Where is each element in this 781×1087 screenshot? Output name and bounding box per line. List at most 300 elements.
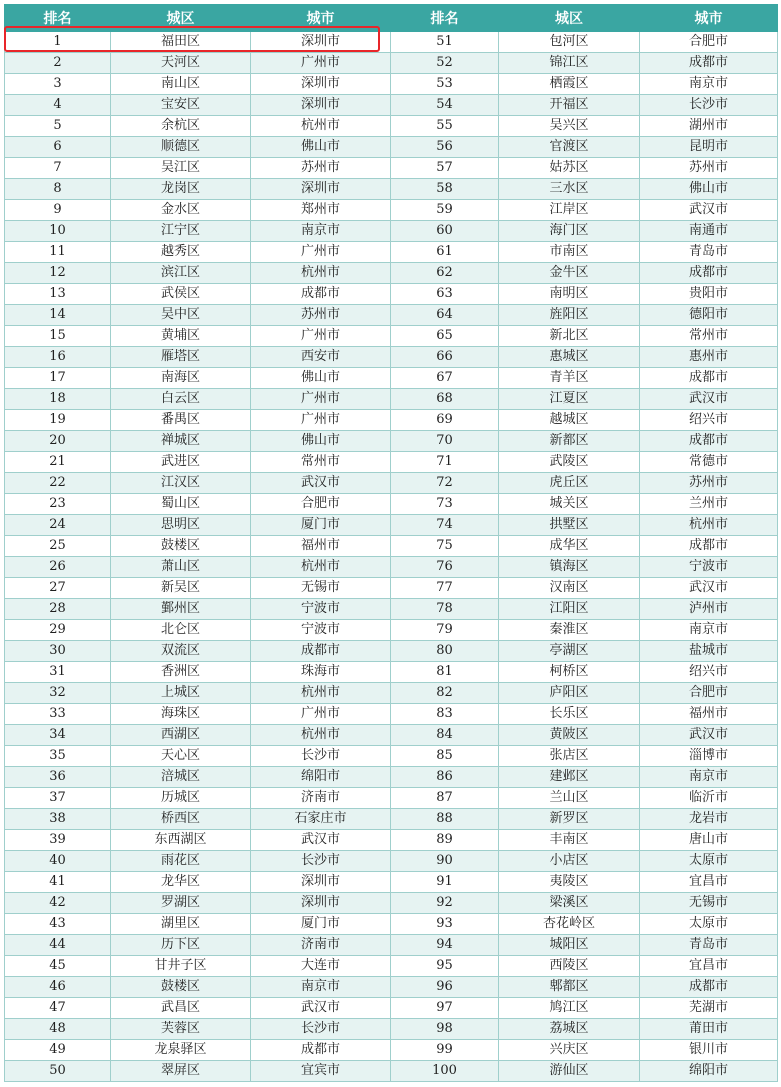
cell-rank-left: 1 [5, 32, 111, 53]
cell-rank-left: 14 [5, 305, 111, 326]
cell-district-right: 旌阳区 [499, 305, 640, 326]
cell-city-left: 武汉市 [251, 998, 391, 1019]
cell-district-right: 建邺区 [499, 767, 640, 788]
table-body [5, 32, 778, 1082]
cell-district-right: 鸠江区 [499, 998, 640, 1019]
cell-city-left: 成都市 [251, 1040, 391, 1061]
cell-city-right: 武汉市 [640, 389, 778, 410]
cell-rank-left: 16 [5, 347, 111, 368]
cell-city-left: 郑州市 [251, 200, 391, 221]
table-row [5, 851, 778, 872]
cell-city-left: 济南市 [251, 788, 391, 809]
table-row [5, 74, 778, 95]
cell-rank-left: 21 [5, 452, 111, 473]
cell-district-left: 鼓楼区 [111, 536, 251, 557]
table-row [5, 305, 778, 326]
cell-district-right: 开福区 [499, 95, 640, 116]
cell-district-left: 金水区 [111, 200, 251, 221]
cell-rank-right: 82 [391, 683, 499, 704]
cell-district-left: 天心区 [111, 746, 251, 767]
cell-rank-right: 85 [391, 746, 499, 767]
table-row [5, 662, 778, 683]
cell-rank-left: 36 [5, 767, 111, 788]
cell-district-right: 柯桥区 [499, 662, 640, 683]
cell-rank-right: 61 [391, 242, 499, 263]
table-row [5, 242, 778, 263]
cell-city-right: 银川市 [640, 1040, 778, 1061]
cell-rank-left: 34 [5, 725, 111, 746]
cell-rank-right: 51 [391, 32, 499, 53]
cell-rank-right: 94 [391, 935, 499, 956]
cell-city-left: 佛山市 [251, 368, 391, 389]
cell-district-left: 福田区 [111, 32, 251, 53]
cell-city-left: 福州市 [251, 536, 391, 557]
cell-district-left: 龙岗区 [111, 179, 251, 200]
cell-city-right: 佛山市 [640, 179, 778, 200]
cell-rank-right: 98 [391, 1019, 499, 1040]
cell-district-left: 禅城区 [111, 431, 251, 452]
table-row [5, 704, 778, 725]
cell-rank-right: 74 [391, 515, 499, 536]
cell-district-left: 余杭区 [111, 116, 251, 137]
cell-city-left: 广州市 [251, 326, 391, 347]
cell-city-left: 佛山市 [251, 431, 391, 452]
cell-city-right: 成都市 [640, 368, 778, 389]
cell-city-right: 湖州市 [640, 116, 778, 137]
cell-district-left: 东西湖区 [111, 830, 251, 851]
header-rank-right: 排名 [391, 5, 499, 32]
table-row [5, 935, 778, 956]
cell-rank-left: 26 [5, 557, 111, 578]
cell-city-left: 佛山市 [251, 137, 391, 158]
table-row [5, 515, 778, 536]
cell-rank-right: 100 [391, 1061, 499, 1082]
cell-city-left: 绵阳市 [251, 767, 391, 788]
cell-city-right: 兰州市 [640, 494, 778, 515]
cell-district-right: 三水区 [499, 179, 640, 200]
table-row [5, 389, 778, 410]
cell-city-right: 无锡市 [640, 893, 778, 914]
cell-district-left: 龙泉驿区 [111, 1040, 251, 1061]
cell-district-left: 雨花区 [111, 851, 251, 872]
table-row [5, 221, 778, 242]
cell-district-left: 江汉区 [111, 473, 251, 494]
cell-district-left: 滨江区 [111, 263, 251, 284]
cell-district-left: 鄞州区 [111, 599, 251, 620]
cell-district-left: 历下区 [111, 935, 251, 956]
table-row [5, 410, 778, 431]
cell-city-left: 宁波市 [251, 599, 391, 620]
cell-district-left: 翠屏区 [111, 1061, 251, 1082]
cell-city-left: 厦门市 [251, 515, 391, 536]
cell-rank-left: 15 [5, 326, 111, 347]
cell-district-left: 历城区 [111, 788, 251, 809]
cell-district-right: 武陵区 [499, 452, 640, 473]
cell-district-right: 江阳区 [499, 599, 640, 620]
cell-rank-right: 64 [391, 305, 499, 326]
cell-district-left: 涪城区 [111, 767, 251, 788]
table-row [5, 872, 778, 893]
cell-city-left: 南京市 [251, 221, 391, 242]
cell-rank-left: 45 [5, 956, 111, 977]
cell-city-right: 太原市 [640, 914, 778, 935]
cell-rank-right: 57 [391, 158, 499, 179]
cell-city-left: 杭州市 [251, 557, 391, 578]
cell-city-left: 广州市 [251, 389, 391, 410]
cell-district-right: 新北区 [499, 326, 640, 347]
cell-district-right: 城阳区 [499, 935, 640, 956]
cell-rank-right: 87 [391, 788, 499, 809]
header-city-right: 城市 [640, 5, 778, 32]
cell-rank-right: 60 [391, 221, 499, 242]
cell-city-left: 宁波市 [251, 620, 391, 641]
cell-district-left: 双流区 [111, 641, 251, 662]
cell-district-right: 吴兴区 [499, 116, 640, 137]
cell-district-right: 越城区 [499, 410, 640, 431]
cell-city-left: 无锡市 [251, 578, 391, 599]
cell-rank-right: 63 [391, 284, 499, 305]
cell-rank-right: 52 [391, 53, 499, 74]
cell-district-right: 夷陵区 [499, 872, 640, 893]
table-row [5, 473, 778, 494]
cell-city-left: 深圳市 [251, 95, 391, 116]
cell-city-left: 常州市 [251, 452, 391, 473]
cell-rank-left: 48 [5, 1019, 111, 1040]
cell-rank-right: 77 [391, 578, 499, 599]
cell-district-left: 南山区 [111, 74, 251, 95]
cell-district-right: 黄陂区 [499, 725, 640, 746]
cell-rank-left: 10 [5, 221, 111, 242]
cell-city-right: 宜昌市 [640, 956, 778, 977]
cell-district-right: 惠城区 [499, 347, 640, 368]
cell-rank-left: 9 [5, 200, 111, 221]
cell-district-left: 蜀山区 [111, 494, 251, 515]
cell-district-right: 南明区 [499, 284, 640, 305]
cell-city-left: 成都市 [251, 641, 391, 662]
header-row [5, 5, 778, 32]
cell-district-left: 上城区 [111, 683, 251, 704]
cell-district-left: 顺德区 [111, 137, 251, 158]
cell-rank-right: 65 [391, 326, 499, 347]
cell-city-right: 临沂市 [640, 788, 778, 809]
cell-city-right: 龙岩市 [640, 809, 778, 830]
cell-city-left: 杭州市 [251, 725, 391, 746]
cell-rank-right: 55 [391, 116, 499, 137]
cell-rank-left: 46 [5, 977, 111, 998]
cell-rank-left: 24 [5, 515, 111, 536]
cell-city-right: 绍兴市 [640, 410, 778, 431]
cell-district-right: 江岸区 [499, 200, 640, 221]
cell-district-right: 亭湖区 [499, 641, 640, 662]
cell-rank-right: 81 [391, 662, 499, 683]
cell-rank-right: 89 [391, 830, 499, 851]
ranking-table [4, 4, 778, 1082]
cell-city-left: 广州市 [251, 704, 391, 725]
table-row [5, 53, 778, 74]
table-row [5, 1061, 778, 1082]
table-row [5, 767, 778, 788]
cell-city-left: 长沙市 [251, 746, 391, 767]
cell-district-right: 丰南区 [499, 830, 640, 851]
cell-district-right: 兰山区 [499, 788, 640, 809]
cell-rank-right: 67 [391, 368, 499, 389]
cell-district-left: 天河区 [111, 53, 251, 74]
cell-city-right: 武汉市 [640, 578, 778, 599]
cell-rank-left: 28 [5, 599, 111, 620]
cell-city-left: 大连市 [251, 956, 391, 977]
cell-rank-right: 53 [391, 74, 499, 95]
cell-city-right: 成都市 [640, 977, 778, 998]
cell-city-left: 深圳市 [251, 893, 391, 914]
cell-district-right: 小店区 [499, 851, 640, 872]
cell-district-left: 思明区 [111, 515, 251, 536]
cell-rank-left: 27 [5, 578, 111, 599]
table-row [5, 347, 778, 368]
cell-city-left: 深圳市 [251, 74, 391, 95]
cell-city-left: 武汉市 [251, 830, 391, 851]
cell-rank-right: 79 [391, 620, 499, 641]
table-row [5, 977, 778, 998]
cell-city-right: 成都市 [640, 431, 778, 452]
cell-rank-right: 72 [391, 473, 499, 494]
cell-city-right: 苏州市 [640, 473, 778, 494]
cell-district-right: 张店区 [499, 746, 640, 767]
cell-rank-right: 90 [391, 851, 499, 872]
cell-district-left: 芙蓉区 [111, 1019, 251, 1040]
cell-district-left: 吴江区 [111, 158, 251, 179]
table-row [5, 725, 778, 746]
cell-district-left: 海珠区 [111, 704, 251, 725]
table-row [5, 284, 778, 305]
cell-rank-left: 12 [5, 263, 111, 284]
table-row [5, 32, 778, 53]
cell-district-left: 越秀区 [111, 242, 251, 263]
cell-rank-right: 58 [391, 179, 499, 200]
cell-rank-left: 3 [5, 74, 111, 95]
cell-city-left: 珠海市 [251, 662, 391, 683]
cell-city-right: 芜湖市 [640, 998, 778, 1019]
cell-city-right: 宁波市 [640, 557, 778, 578]
cell-rank-left: 13 [5, 284, 111, 305]
cell-city-right: 成都市 [640, 53, 778, 74]
table-row [5, 368, 778, 389]
cell-district-left: 武侯区 [111, 284, 251, 305]
cell-city-left: 杭州市 [251, 116, 391, 137]
cell-rank-left: 5 [5, 116, 111, 137]
table-row [5, 179, 778, 200]
cell-district-right: 海门区 [499, 221, 640, 242]
cell-city-right: 杭州市 [640, 515, 778, 536]
cell-rank-right: 66 [391, 347, 499, 368]
cell-district-left: 番禺区 [111, 410, 251, 431]
cell-city-right: 贵阳市 [640, 284, 778, 305]
cell-district-right: 江夏区 [499, 389, 640, 410]
cell-rank-right: 54 [391, 95, 499, 116]
cell-rank-right: 97 [391, 998, 499, 1019]
cell-district-right: 包河区 [499, 32, 640, 53]
cell-rank-right: 56 [391, 137, 499, 158]
cell-district-right: 市南区 [499, 242, 640, 263]
cell-district-left: 吴中区 [111, 305, 251, 326]
cell-city-left: 深圳市 [251, 872, 391, 893]
cell-city-right: 南通市 [640, 221, 778, 242]
cell-city-right: 成都市 [640, 536, 778, 557]
cell-rank-left: 23 [5, 494, 111, 515]
cell-district-right: 镇海区 [499, 557, 640, 578]
cell-district-left: 白云区 [111, 389, 251, 410]
cell-city-right: 合肥市 [640, 683, 778, 704]
cell-city-right: 淄博市 [640, 746, 778, 767]
cell-district-right: 城关区 [499, 494, 640, 515]
cell-city-left: 厦门市 [251, 914, 391, 935]
cell-city-left: 深圳市 [251, 32, 391, 53]
cell-district-left: 萧山区 [111, 557, 251, 578]
cell-city-right: 常德市 [640, 452, 778, 473]
cell-city-left: 合肥市 [251, 494, 391, 515]
table-row [5, 137, 778, 158]
cell-rank-left: 38 [5, 809, 111, 830]
table-row [5, 1019, 778, 1040]
cell-city-right: 武汉市 [640, 725, 778, 746]
cell-city-left: 广州市 [251, 53, 391, 74]
cell-city-right: 绵阳市 [640, 1061, 778, 1082]
cell-rank-right: 68 [391, 389, 499, 410]
table-row [5, 494, 778, 515]
cell-city-left: 成都市 [251, 284, 391, 305]
cell-city-left: 济南市 [251, 935, 391, 956]
cell-district-left: 桥西区 [111, 809, 251, 830]
cell-rank-right: 59 [391, 200, 499, 221]
header-district-left: 城区 [111, 5, 251, 32]
table-row [5, 263, 778, 284]
cell-city-right: 南京市 [640, 74, 778, 95]
cell-rank-right: 91 [391, 872, 499, 893]
cell-rank-right: 73 [391, 494, 499, 515]
cell-district-right: 杏花岭区 [499, 914, 640, 935]
table-row [5, 746, 778, 767]
cell-city-right: 泸州市 [640, 599, 778, 620]
cell-district-right: 兴庆区 [499, 1040, 640, 1061]
cell-city-left: 武汉市 [251, 473, 391, 494]
cell-city-right: 南京市 [640, 767, 778, 788]
cell-district-right: 秦淮区 [499, 620, 640, 641]
cell-rank-left: 20 [5, 431, 111, 452]
cell-city-right: 长沙市 [640, 95, 778, 116]
cell-rank-right: 69 [391, 410, 499, 431]
cell-district-right: 西陵区 [499, 956, 640, 977]
cell-district-right: 栖霞区 [499, 74, 640, 95]
table-row [5, 956, 778, 977]
cell-rank-left: 35 [5, 746, 111, 767]
cell-city-left: 苏州市 [251, 305, 391, 326]
table-row [5, 95, 778, 116]
cell-city-left: 苏州市 [251, 158, 391, 179]
cell-rank-right: 62 [391, 263, 499, 284]
cell-district-left: 武昌区 [111, 998, 251, 1019]
cell-rank-right: 84 [391, 725, 499, 746]
cell-city-left: 长沙市 [251, 851, 391, 872]
cell-city-left: 长沙市 [251, 1019, 391, 1040]
cell-rank-left: 25 [5, 536, 111, 557]
cell-district-left: 江宁区 [111, 221, 251, 242]
cell-district-right: 梁溪区 [499, 893, 640, 914]
cell-city-left: 杭州市 [251, 263, 391, 284]
cell-district-right: 庐阳区 [499, 683, 640, 704]
cell-rank-right: 95 [391, 956, 499, 977]
cell-district-right: 游仙区 [499, 1061, 640, 1082]
table-row [5, 557, 778, 578]
cell-district-left: 罗湖区 [111, 893, 251, 914]
table-row [5, 914, 778, 935]
cell-rank-left: 49 [5, 1040, 111, 1061]
cell-city-right: 青岛市 [640, 242, 778, 263]
cell-district-right: 成华区 [499, 536, 640, 557]
cell-rank-left: 50 [5, 1061, 111, 1082]
cell-district-right: 虎丘区 [499, 473, 640, 494]
table-row [5, 326, 778, 347]
table-row [5, 158, 778, 179]
cell-rank-left: 8 [5, 179, 111, 200]
cell-rank-left: 44 [5, 935, 111, 956]
table-row [5, 641, 778, 662]
cell-district-right: 官渡区 [499, 137, 640, 158]
cell-district-right: 荔城区 [499, 1019, 640, 1040]
cell-city-right: 常州市 [640, 326, 778, 347]
cell-rank-right: 96 [391, 977, 499, 998]
cell-district-right: 汉南区 [499, 578, 640, 599]
cell-district-left: 南海区 [111, 368, 251, 389]
cell-rank-left: 40 [5, 851, 111, 872]
cell-district-left: 龙华区 [111, 872, 251, 893]
header-rank-left: 排名 [5, 5, 111, 32]
cell-city-right: 昆明市 [640, 137, 778, 158]
cell-district-right: 姑苏区 [499, 158, 640, 179]
table-row [5, 599, 778, 620]
cell-district-left: 湖里区 [111, 914, 251, 935]
cell-city-left: 广州市 [251, 242, 391, 263]
cell-rank-left: 2 [5, 53, 111, 74]
cell-city-right: 盐城市 [640, 641, 778, 662]
table-row [5, 536, 778, 557]
cell-district-right: 长乐区 [499, 704, 640, 725]
cell-rank-left: 32 [5, 683, 111, 704]
cell-rank-left: 33 [5, 704, 111, 725]
cell-rank-right: 92 [391, 893, 499, 914]
cell-rank-left: 11 [5, 242, 111, 263]
cell-rank-left: 41 [5, 872, 111, 893]
table-row [5, 200, 778, 221]
cell-rank-left: 22 [5, 473, 111, 494]
cell-rank-left: 7 [5, 158, 111, 179]
cell-district-left: 雁塔区 [111, 347, 251, 368]
cell-rank-right: 70 [391, 431, 499, 452]
table-row [5, 620, 778, 641]
table-row [5, 998, 778, 1019]
cell-city-right: 唐山市 [640, 830, 778, 851]
cell-rank-left: 43 [5, 914, 111, 935]
table-row [5, 116, 778, 137]
table-row [5, 431, 778, 452]
cell-rank-right: 80 [391, 641, 499, 662]
cell-city-left: 杭州市 [251, 683, 391, 704]
cell-district-right: 新都区 [499, 431, 640, 452]
cell-city-right: 苏州市 [640, 158, 778, 179]
cell-rank-left: 18 [5, 389, 111, 410]
table-row [5, 788, 778, 809]
cell-district-left: 新吴区 [111, 578, 251, 599]
cell-rank-right: 83 [391, 704, 499, 725]
cell-rank-left: 37 [5, 788, 111, 809]
